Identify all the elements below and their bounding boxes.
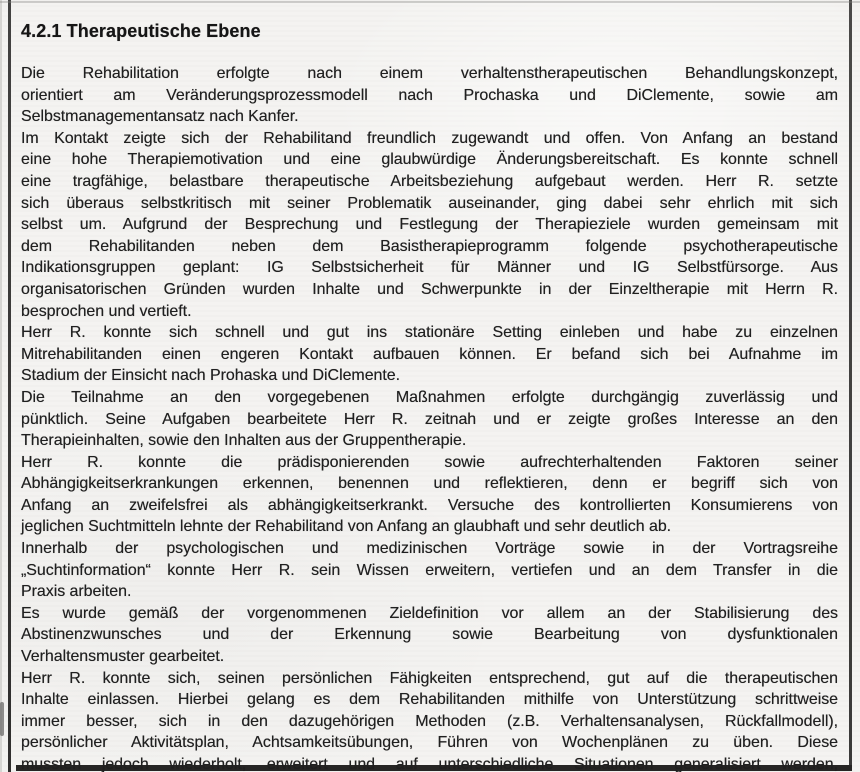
text-line: Herr R. konnte sich schnell und gut ins stationäre Setting einleben und habe zu einzelnen [21,324,838,342]
paragraph [21,538,838,603]
text-line: Herr R. konnte die prädisponierenden sowie aufrechterhaltenden Faktoren seiner [21,453,838,471]
text-line: „Suchtinformation“ konnte Herr R. sein Wissen erweitern, vertiefen und an dem Transfer in die [21,561,838,579]
text-line: eine hohe Therapiemotivation und eine glaubwürdige Änderungsbereitschaft. Es konnte schnell [21,151,838,169]
text-line: orientiert am Veränderungsprozessmodell nach Prochaska und DiClemente, sowie am [21,86,838,104]
text-line: Mitrehabilitanden einen engeren Kontakt aufbauen können. Er befand sich bei Aufnahme im [21,345,838,363]
document-body [21,63,838,772]
text-line: Innerhalb der psychologischen und medizinischen Vorträge sowie in der Vortragsreihe [21,540,838,558]
text-line: Herr R. konnte sich, seinen persönlichen Fähigkeiten entsprechend, gut auf die therapeutischen [21,669,838,687]
paragraph [21,387,838,452]
text-line: Abstinenzwunsches und der Erkennung sowie Bearbeitung von dysfunktionalen [21,626,838,644]
paragraph [21,322,838,387]
text-line: Stadium der Einsicht nach Prohaska und DiClemente. [21,367,401,385]
scan-border-top [0,1,860,3]
paragraph [21,603,838,668]
text-line: sich überaus selbstkritisch mit seiner Problematik auseinander, ging dabei sehr ehrlich mit sich [21,194,838,212]
text-line: mussten jedoch wiederholt, erweitert und auf unterschiedliche Situationen generalisiert werden, [21,756,838,772]
text-line: organisatorischen Gründen wurden Inhalte und Schwerpunkte in der Einzeltherapie mit Herrn R. [21,280,838,298]
text-line: eine tragfähige, belastbare therapeutische Arbeitsbeziehung aufgebaut werden. Herr R. setzte [21,172,838,190]
paragraph [21,668,838,772]
text-line: Im Kontakt zeigte sich der Rehabilitand freundlich zugewandt und offen. Von Anfang an bestand [21,129,838,147]
document-text [21,21,838,772]
paragraph [21,128,838,322]
text-line: Selbstmanagementansatz nach Kanfer. [21,108,299,126]
scan-artifact [0,702,4,736]
text-line: Die Rehabilitation erfolgte nach einem verhaltenstherapeutischen Behandlungskonzept, [21,65,838,82]
text-line: jeglichen Suchtmitteln lehnte der Rehabilitand von Anfang an glaubhaft und sehr deutlich ab. [21,518,672,536]
text-line: besprochen und vertieft. [21,302,192,320]
text-line: Abhängigkeitserkrankungen erkennen, benennen und reflektieren, denn er begriff sich von [21,475,838,493]
text-line: persönlicher Aktivitätsplan, Achtsamkeitsübungen, Führen von Wochenplänen zu üben. Diese [21,734,838,752]
text-line: Praxis arbeiten. [21,583,132,601]
text-line: Anfang an zweifelsfrei als abhängigkeitserkrankt. Versuche des kontrollierten Konsumierens von [21,496,838,514]
text-line: pünktlich. Seine Aufgaben bearbeitete Herr R. zeitnah und er zeigte großes Interesse an den [21,410,838,428]
text-line: Die Teilnahme an den vorgegebenen Maßnahmen erfolgte durchgängig zuverlässig und [21,388,838,406]
page-left-edge-shadow [0,0,2,772]
text-line: Es wurde gemäß der vorgenommenen Zieldefinition vor allem an der Stabilisierung des [21,604,838,622]
text-line: immer besser, sich in den dazugehörigen Methoden (z.B. Verhaltensanalysen, Rückfallmodell), [21,712,838,730]
text-line: Therapieinhalten, sowie den Inhalten aus der Gruppentherapie. [21,432,467,450]
text-line: Inhalte einlassen. Hierbei gelang es dem Rehabilitanden mithilfe von Unterstützung schrittweise [21,691,838,709]
text-line: Verhaltensmuster gearbeitet. [21,648,225,666]
paragraph [21,63,838,128]
section-heading: 4.2.1 Therapeutische Ebene [21,21,261,41]
scan-border-left [8,0,11,772]
text-line: Indikationsgruppen geplant: IG Selbstsicherheit für Männer und IG Selbstfürsorge. Aus [21,259,838,277]
text-line: selbst um. Aufgrund der Besprechung und Festlegung der Therapieziele wurden gemeinsam mit [21,216,838,234]
paragraph [21,452,838,538]
scan-border-right [849,0,852,770]
text-line: dem Rehabilitanden neben dem Basistherapieprogramm folgende psychotherapeutische [21,237,838,255]
